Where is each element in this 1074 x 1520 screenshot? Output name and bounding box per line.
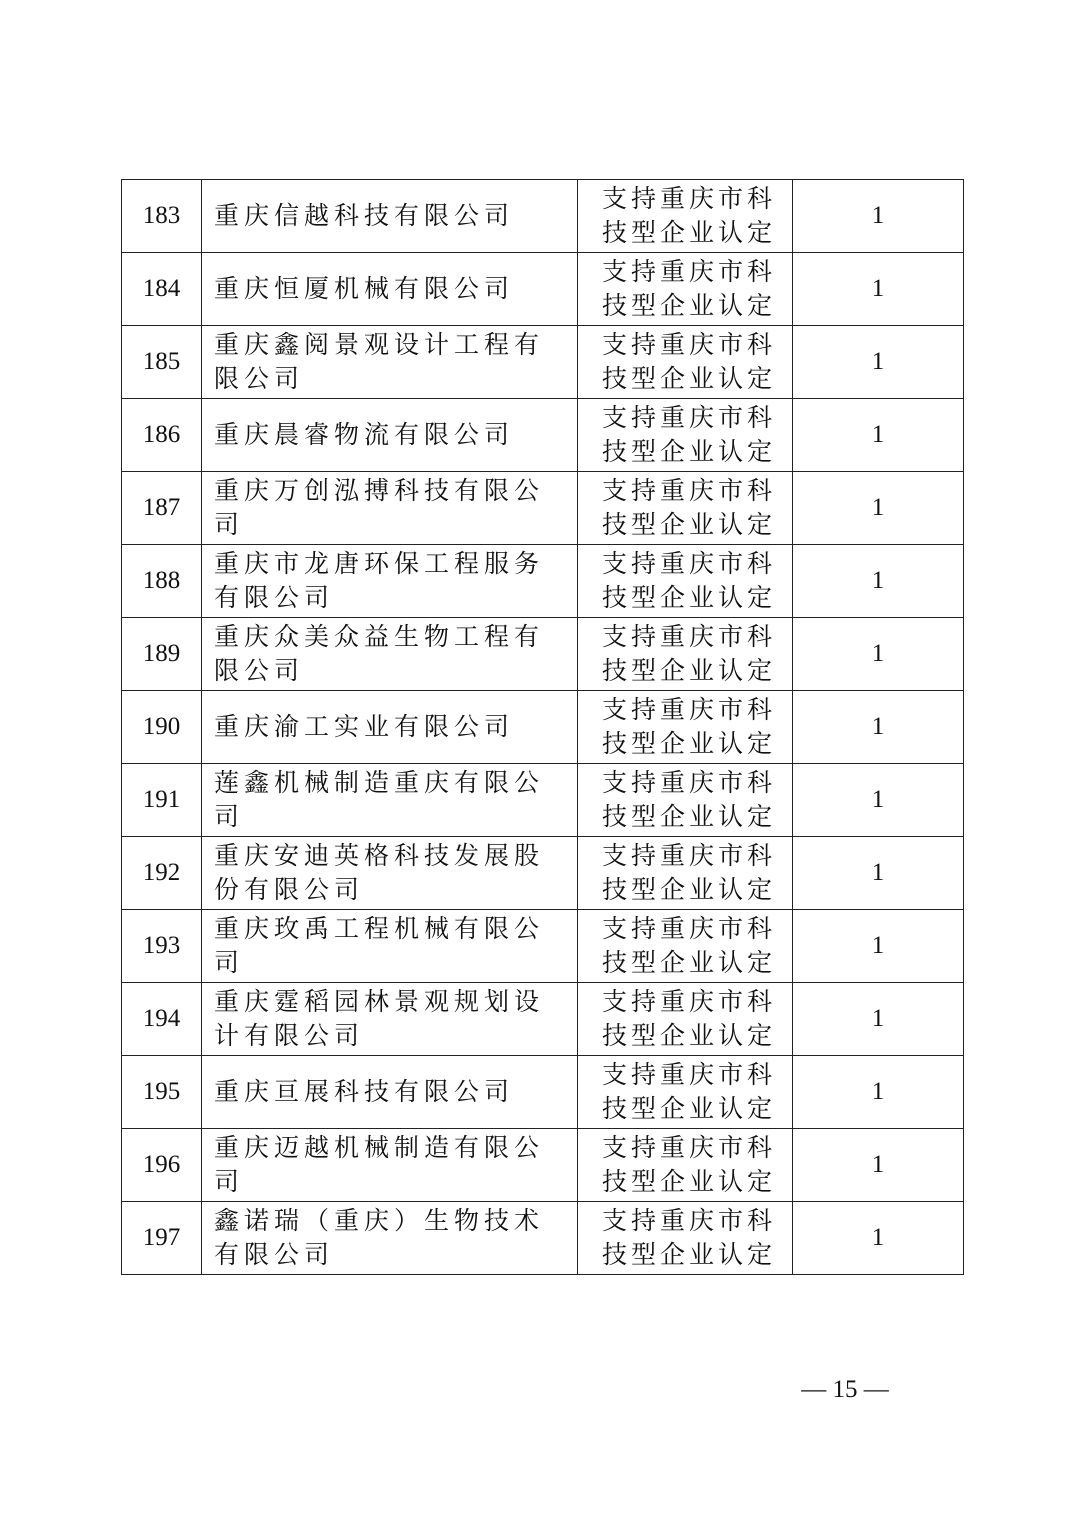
quantity: 1 [793, 983, 964, 1056]
company-name: 重庆信越科技有限公司 [202, 180, 578, 253]
support-item: 支持重庆市科技型企业认定 [578, 618, 793, 691]
quantity: 1 [793, 837, 964, 910]
company-name: 重庆安迪英格科技发展股份有限公司 [202, 837, 578, 910]
company-name: 重庆亘展科技有限公司 [202, 1056, 578, 1129]
company-name: 重庆万创泓搏科技有限公司 [202, 472, 578, 545]
quantity: 1 [793, 1056, 964, 1129]
quantity: 1 [793, 764, 964, 837]
support-item: 支持重庆市科技型企业认定 [578, 764, 793, 837]
table-row [122, 326, 964, 399]
table-row [122, 1202, 964, 1275]
company-name: 重庆市龙唐环保工程服务有限公司 [202, 545, 578, 618]
support-item: 支持重庆市科技型企业认定 [578, 837, 793, 910]
page-number: — 15 — [801, 1376, 889, 1403]
row-number: 183 [122, 180, 202, 253]
support-item: 支持重庆市科技型企业认定 [578, 1129, 793, 1202]
company-name: 鑫诺瑞（重庆）生物技术有限公司 [202, 1202, 578, 1275]
quantity: 1 [793, 1202, 964, 1275]
row-number: 191 [122, 764, 202, 837]
support-item: 支持重庆市科技型企业认定 [578, 545, 793, 618]
row-number: 192 [122, 837, 202, 910]
quantity: 1 [793, 691, 964, 764]
support-item: 支持重庆市科技型企业认定 [578, 910, 793, 983]
row-number: 185 [122, 326, 202, 399]
quantity: 1 [793, 326, 964, 399]
support-item: 支持重庆市科技型企业认定 [578, 399, 793, 472]
row-number: 195 [122, 1056, 202, 1129]
table-row [122, 1129, 964, 1202]
company-name: 重庆恒厦机械有限公司 [202, 253, 578, 326]
company-name: 重庆玫禹工程机械有限公司 [202, 910, 578, 983]
support-item: 支持重庆市科技型企业认定 [578, 326, 793, 399]
table-row [122, 180, 964, 253]
company-name: 重庆众美众益生物工程有限公司 [202, 618, 578, 691]
row-number: 188 [122, 545, 202, 618]
table-row [122, 837, 964, 910]
quantity: 1 [793, 1129, 964, 1202]
row-number: 196 [122, 1129, 202, 1202]
company-name: 重庆迈越机械制造有限公司 [202, 1129, 578, 1202]
quantity: 1 [793, 545, 964, 618]
row-number: 190 [122, 691, 202, 764]
row-number: 194 [122, 983, 202, 1056]
company-name: 重庆鑫阅景观设计工程有限公司 [202, 326, 578, 399]
support-item: 支持重庆市科技型企业认定 [578, 983, 793, 1056]
support-item: 支持重庆市科技型企业认定 [578, 253, 793, 326]
company-name: 重庆渝工实业有限公司 [202, 691, 578, 764]
quantity: 1 [793, 472, 964, 545]
table-row [122, 618, 964, 691]
table-row [122, 472, 964, 545]
support-item: 支持重庆市科技型企业认定 [578, 1202, 793, 1275]
quantity: 1 [793, 253, 964, 326]
company-name: 重庆晨睿物流有限公司 [202, 399, 578, 472]
quantity: 1 [793, 910, 964, 983]
row-number: 197 [122, 1202, 202, 1275]
row-number: 189 [122, 618, 202, 691]
support-item: 支持重庆市科技型企业认定 [578, 180, 793, 253]
row-number: 184 [122, 253, 202, 326]
company-name: 重庆霆稻园林景观规划设计有限公司 [202, 983, 578, 1056]
table-row [122, 253, 964, 326]
table-row [122, 399, 964, 472]
row-number: 187 [122, 472, 202, 545]
quantity: 1 [793, 618, 964, 691]
quantity: 1 [793, 180, 964, 253]
company-name: 莲鑫机械制造重庆有限公司 [202, 764, 578, 837]
table-row [122, 545, 964, 618]
table-row [122, 983, 964, 1056]
support-item: 支持重庆市科技型企业认定 [578, 1056, 793, 1129]
row-number: 186 [122, 399, 202, 472]
table-row [122, 764, 964, 837]
support-item: 支持重庆市科技型企业认定 [578, 691, 793, 764]
table-row [122, 691, 964, 764]
quantity: 1 [793, 399, 964, 472]
table-body [122, 180, 964, 1275]
company-list-table [121, 179, 964, 1275]
row-number: 193 [122, 910, 202, 983]
table-row [122, 910, 964, 983]
support-item: 支持重庆市科技型企业认定 [578, 472, 793, 545]
table-row [122, 1056, 964, 1129]
